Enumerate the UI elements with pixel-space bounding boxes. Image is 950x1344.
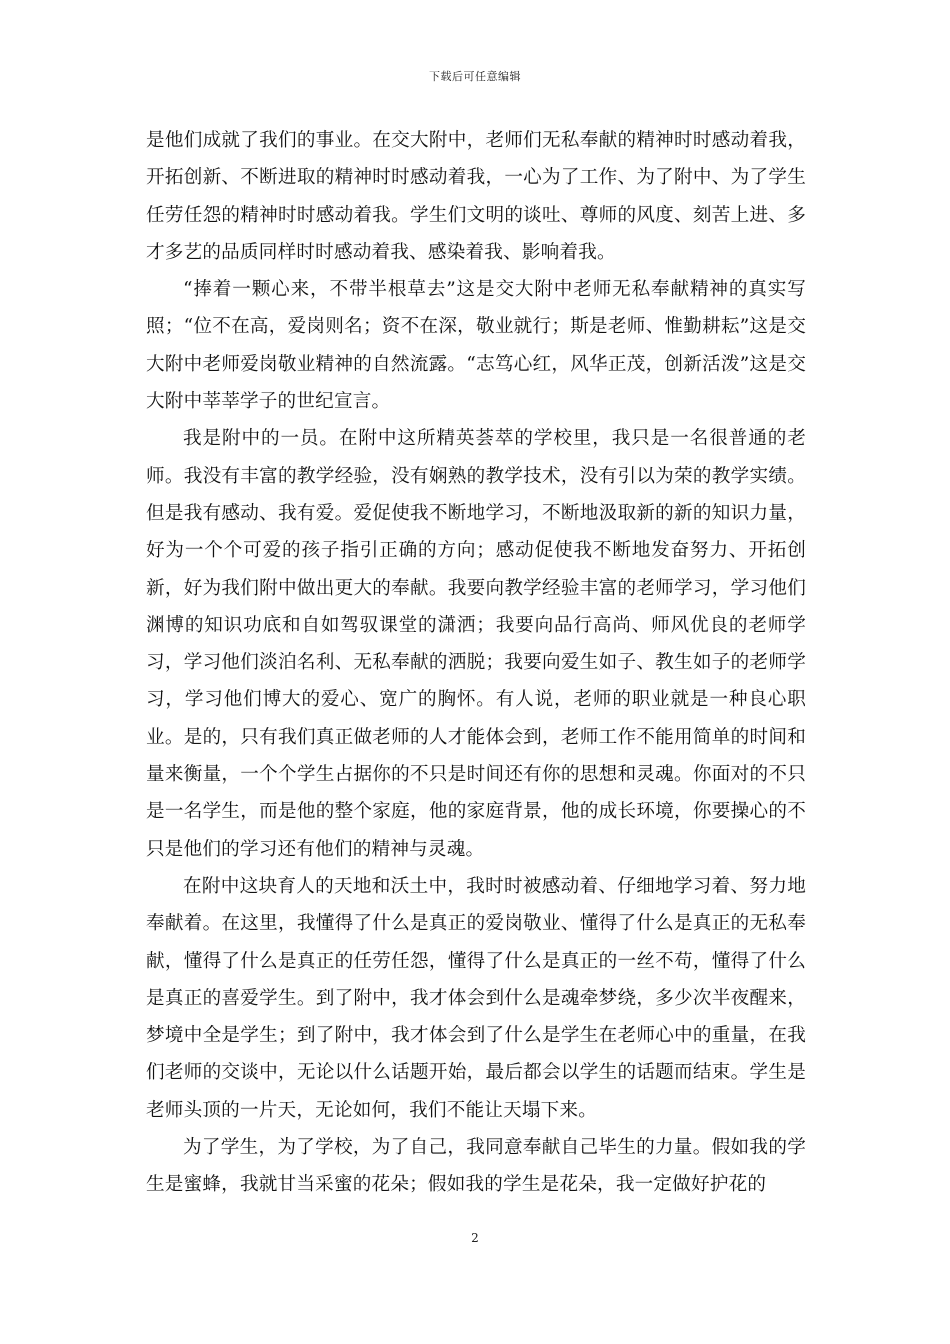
page-number: 2 (471, 1231, 479, 1245)
page-header: 下载后可任意编辑 (429, 70, 521, 83)
paragraph-5: 为了学生，为了学校，为了自己，我同意奉献自己毕生的力量。假如我的学生是蜜蜂，我就甘当采蜜的花朵；假如我的学生是花朵，我一定做好护花的 (146, 1137, 806, 1196)
paragraph-2: “捧着一颗心来，不带半根草去”这是交大附中老师无私奉献精神的真实写照；“位不在高，爱岗则名；资不在深，敬业就行；斯是老师、惟勤耕耘”这是交大附中老师爱岗敬业精神的自然流露。“志笃心红，风华正茂，创新活泼”这是交大附中莘莘学子的世纪宣言。 (146, 279, 806, 413)
paragraph-3: 我是附中的一员。在附中这所精英荟萃的学校里，我只是一名很普通的老师。我没有丰富的教学经验，没有娴熟的教学技术，没有引以为荣的教学实绩。但是我有感动、我有爱。爱促使我不断地学习，不断地汲取新的新的知识力量，好为一个个可爱的孩子指引正确的方向；感动促使我不断地发奋努力、开拓创新，好为我们附中做出更大的奉献。我要向教学经验丰富的老师学习，学习他们渊博的知识功底和自如驾驭课堂的潇洒；我要向品行高尚、师风优良的老师学习，学习他们淡泊名利、无私奉献的洒脱；我要向爱生如子、教生如子的老师学习，学习他们博大的爱心、宽广的胸怀。有人说，老师的职业就是一种良心职业。是的，只有我们真正做老师的人才能体会到，老师工作不能用简单的时间和量来衡量，一个个学生占据你的不只是时间还有你的思想和灵魂。你面对的不只是一名学生，而是他的整个家庭，他的家庭背景，他的成长环境，你要操心的不只是他们的学习还有他们的精神与灵魂。 (146, 428, 806, 860)
paragraph-1: 是他们成就了我们的事业。在交大附中，老师们无私奉献的精神时时感动着我，开拓创新、不断进取的精神时时感动着我，一心为了工作、为了附中、为了学生任劳任怨的精神时时感动着我。学生们文明的谈吐、尊师的风度、刻苦上进、多才多艺的品质同样时时感动着我、感染着我、影响着我。 (146, 130, 806, 263)
paragraph-4: 在附中这块育人的天地和沃土中，我时时被感动着、仔细地学习着、努力地奉献着。在这里，我懂得了什么是真正的爱岗敬业、懂得了什么是真正的无私奉献，懂得了什么是真正的任劳任怨，懂得了什么是真正的一丝不苟，懂得了什么是真正的喜爱学生。到了附中，我才体会到什么是魂牵梦绕，多少次半夜醒来，梦境中全是学生；到了附中，我才体会到了什么是学生在老师心中的重量，在我们老师的交谈中，无论以什么话题开始，最后都会以学生的话题而结束。学生是老师头顶的一片天，无论如何，我们不能让天塌下来。 (146, 875, 806, 1121)
document-body (146, 122, 806, 1204)
